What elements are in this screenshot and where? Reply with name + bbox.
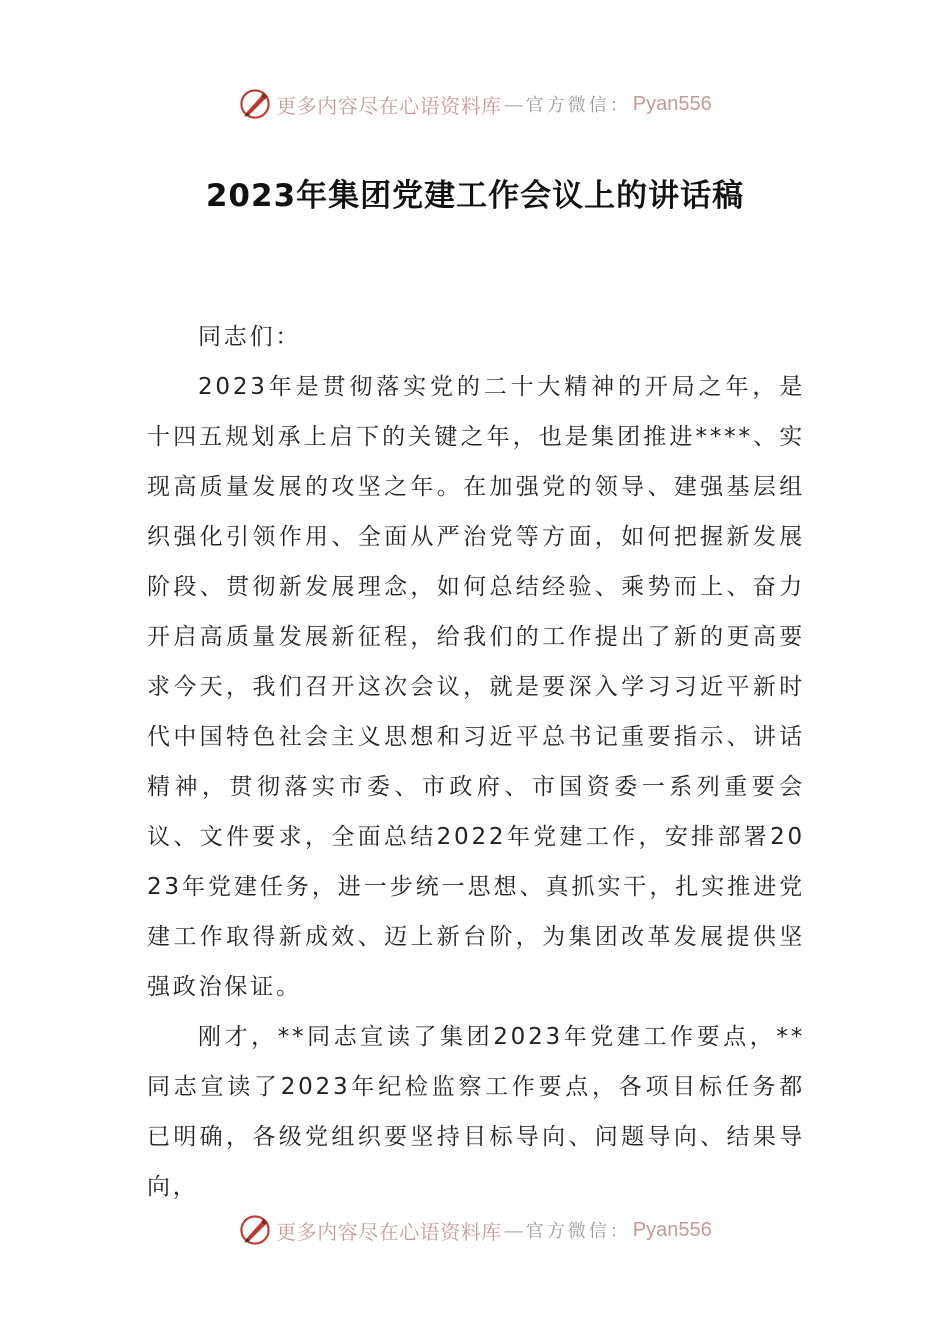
pen-logo-icon [238,87,272,121]
document-body [147,312,805,1212]
watermark-text: 更多内容尽在心语资料库 [276,1219,502,1244]
pen-logo-icon [238,1213,272,1247]
header-watermark [0,84,950,124]
watermark-dash: — [503,1218,524,1242]
watermark-text: 更多内容尽在心语资料库 [276,93,502,118]
paragraph-2: 刚才，**同志宣读了集团2023年党建工作要点，**同志宣读了2023年纪检监察工作要点，各项目标任务都已明确，各级党组织要坚持目标导向、问题导向、结果导向， [147,1024,805,1200]
paragraph-1: 2023年是贯彻落实党的二十大精神的开局之年，是十四五规划承上启下的关键之年，也是集团推进****、实现高质量发展的攻坚之年。在加强党的领导、建强基层组织强化引领作用、全面从严治党等方面，如何把握新发展阶段、贯彻新发展理念，如何总结经验、乘势而上、奋力开启高质量发展新征程，给我们的工作提出了新的更高要求今天，我们召开这次会议，就是要深入学习习近平新时代中国特色社会主义思想和习近平总书记重要指示、讲话精神，贯彻落实市委、市政府、市国资委一系列重要会议、文件要求，全面总结2022年党建工作，安排部署2023年党建任务，进一步统一思想、真抓实干，扎实推进党建工作取得新成效、迈上新台阶，为集团改革发展提供坚强政治保证。 [147,374,805,1000]
watermark-dash: — [503,92,524,116]
document-title: 2023年集团党建工作会议上的讲话稿 [205,178,745,214]
watermark-wechat-id: Pyan556 [632,1218,712,1241]
watermark-wechat-label: 官方微信： [525,1221,631,1242]
footer-watermark [0,1210,950,1250]
watermark-wechat-label: 官方微信： [525,95,631,116]
watermark-wechat-id: Pyan556 [632,92,712,115]
paragraph-salutation: 同志们： [198,324,302,350]
